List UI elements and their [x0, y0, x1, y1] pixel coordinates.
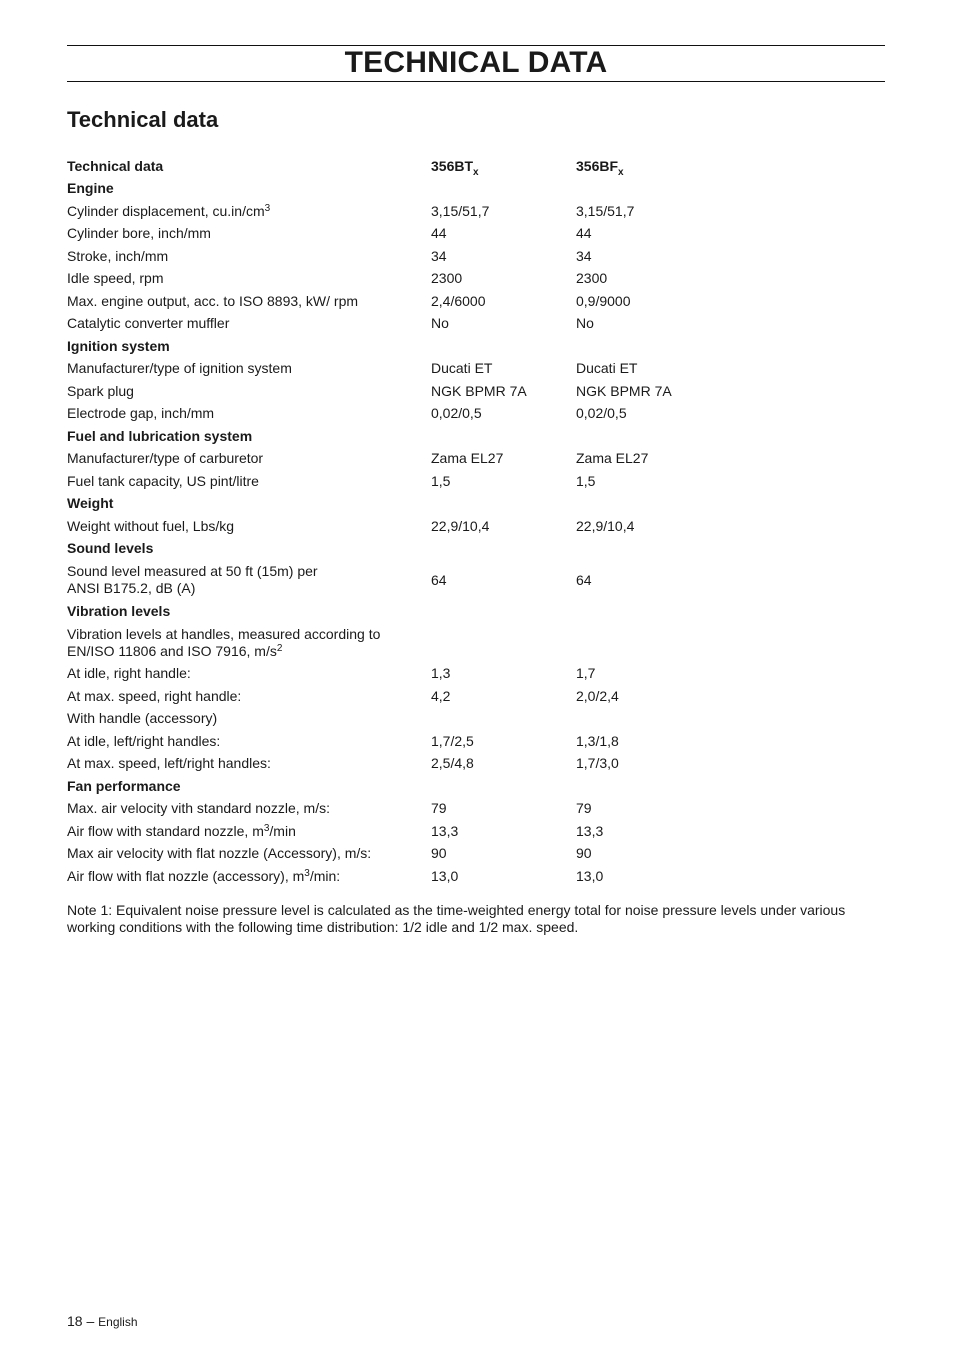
row-label: Max. engine output, acc. to ISO 8893, kW/ rpm — [67, 292, 359, 309]
row-label: Max air velocity with flat nozzle (Accessory), m/s: — [67, 845, 372, 862]
section-header-label: Sound levels — [67, 540, 154, 557]
row-label: Cylinder bore, inch/mm — [67, 225, 211, 242]
row-value-model-1: 22,9/10,4 — [431, 517, 490, 534]
table-row — [67, 820, 767, 843]
header-label: Technical data — [67, 157, 164, 174]
row-value-model-1: 13,3 — [431, 822, 459, 839]
row-label: Manufacturer/type of carburetor — [67, 450, 264, 467]
row-value-model-1: 13,0 — [431, 867, 459, 884]
page-language: English — [98, 1315, 138, 1329]
row-value-model-1: 90 — [431, 845, 447, 862]
table-row — [67, 798, 767, 821]
section-header-row — [67, 775, 767, 798]
table-row — [67, 470, 767, 493]
row-label: At idle, right handle: — [67, 665, 191, 682]
row-value-model-2: 34 — [576, 247, 592, 264]
row-value-model-1: Zama EL27 — [431, 450, 504, 467]
table-row — [67, 313, 767, 336]
row-value-model-1: 2,5/4,8 — [431, 755, 474, 772]
row-value-model-2: 0,02/0,5 — [576, 405, 627, 422]
table-row — [67, 708, 767, 731]
row-value-model-2: 22,9/10,4 — [576, 517, 635, 534]
row-label: Max. air velocity vith standard nozzle, m/s: — [67, 800, 330, 817]
row-label: Catalytic converter muffler — [67, 315, 230, 332]
section-header-row — [67, 538, 767, 561]
row-label: At max. speed, right handle: — [67, 687, 242, 704]
row-value-model-1: 4,2 — [431, 687, 451, 704]
header-model-2: $356BF_x$ — [576, 157, 624, 178]
row-value-model-2: 1,7/3,0 — [576, 755, 619, 772]
row-value-model-1 — [431, 708, 576, 731]
row-value-model-2: 0,9/9000 — [576, 292, 631, 309]
row-label: Sound level measured at 50 ft (15m) per ANSI B175.2, dB (A) — [67, 563, 318, 596]
table-row — [67, 403, 767, 426]
row-label: Spark plug — [67, 382, 134, 399]
table-row — [67, 663, 767, 686]
row-label: At idle, left/right handles: — [67, 732, 221, 749]
row-value-model-2: 13,3 — [576, 822, 604, 839]
row-value-model-1: 1,3 — [431, 665, 451, 682]
row-value-model-2: 79 — [576, 800, 592, 817]
section-header-label: Engine — [67, 180, 114, 197]
row-label: Electrode gap, inch/mm — [67, 405, 215, 422]
section-header-row — [67, 493, 767, 516]
section-header-label: Fan performance — [67, 777, 181, 794]
row-value-model-1: 79 — [431, 800, 447, 817]
section-header-label: Fuel and lubrication system — [67, 427, 253, 444]
row-label: At max. speed, left/right handles: — [67, 755, 271, 772]
row-value-model-2: 3,15/51,7 — [576, 202, 635, 219]
table-row — [67, 448, 767, 471]
row-value-model-1: Ducati ET — [431, 360, 493, 377]
table-row — [67, 560, 767, 600]
section-header-label: Ignition system — [67, 337, 170, 354]
row-value-model-2 — [576, 623, 767, 663]
row-label: Stroke, inch/mm — [67, 247, 169, 264]
note-text: Note 1: Equivalent noise pressure level is calculated as the time-weighted energy total for noise pressure levels under various working conditions with the following time distribution: 1/2 idle and 1/2 max. speed. — [67, 902, 846, 935]
row-value-model-2: 1,7 — [576, 665, 596, 682]
row-value-model-1: 44 — [431, 225, 447, 242]
table-row — [67, 200, 767, 223]
row-value-model-2: Zama EL27 — [576, 450, 649, 467]
row-value-model-2: 13,0 — [576, 867, 604, 884]
row-value-model-2: NGK BPMR 7A — [576, 382, 672, 399]
row-value-model-1: 1,7/2,5 — [431, 732, 474, 749]
row-value-model-2: 1,3/1,8 — [576, 732, 619, 749]
table-row — [67, 730, 767, 753]
header-model-1: $356BT_x$ — [431, 157, 479, 178]
row-value-model-1: 1,5 — [431, 472, 451, 489]
row-value-model-2: 44 — [576, 225, 592, 242]
table-row — [67, 753, 767, 776]
section-header-row — [67, 335, 767, 358]
row-value-model-1: No — [431, 315, 449, 332]
table-header-row — [67, 155, 767, 178]
page-number: 18 – — [67, 1313, 95, 1329]
row-label: Vibration levels at handles, measured according to EN/ISO 11806 and ISO 7916, $m/s^2$ — [67, 625, 381, 659]
row-value-model-1: 0,02/0,5 — [431, 405, 482, 422]
row-value-model-2: 90 — [576, 845, 592, 862]
table-row — [67, 685, 767, 708]
table-row — [67, 623, 767, 663]
row-value-model-2: Ducati ET — [576, 360, 638, 377]
table-row — [67, 515, 767, 538]
row-label: Air flow with flat nozzle (accessory), $m^3/\min$: — [67, 867, 341, 884]
row-value-model-1 — [431, 623, 576, 663]
table-row — [67, 380, 767, 403]
row-value-model-2: 64 — [576, 571, 592, 588]
table-row — [67, 865, 767, 888]
row-label: Air flow with standard nozzle, $m^3/\min$ — [67, 822, 296, 839]
table-row — [67, 268, 767, 291]
row-value-model-1: 2,4/6000 — [431, 292, 486, 309]
section-header-row — [67, 425, 767, 448]
section-header-label: Weight — [67, 495, 114, 512]
row-value-model-1: 3,15/51,7 — [431, 202, 490, 219]
table-row — [67, 223, 767, 246]
row-value-model-2 — [576, 708, 767, 731]
section-title: Technical data — [67, 107, 219, 132]
section-header-row — [67, 178, 767, 201]
row-value-model-1: NGK BPMR 7A — [431, 382, 527, 399]
row-value-model-1: 2300 — [431, 270, 463, 287]
row-label: With handle (accessory) — [67, 710, 218, 727]
row-value-model-1: 64 — [431, 571, 447, 588]
row-label: Weight without fuel, Lbs/kg — [67, 517, 235, 534]
row-value-model-1: 34 — [431, 247, 447, 264]
row-value-model-2: 1,5 — [576, 472, 596, 489]
table-row — [67, 245, 767, 268]
table-row — [67, 358, 767, 381]
page-banner: TECHNICAL DATA — [344, 46, 608, 79]
row-label: Cylinder displacement, $cu.in/cm^3$ — [67, 202, 271, 219]
section-header-label: Vibration levels — [67, 602, 171, 619]
banner-bottom-rule — [67, 81, 885, 82]
table-row — [67, 290, 767, 313]
row-label: Idle speed, rpm — [67, 270, 164, 287]
row-value-model-2: No — [576, 315, 594, 332]
row-label: Manufacturer/type of ignition system — [67, 360, 292, 377]
row-label: Fuel tank capacity, US pint/litre — [67, 472, 259, 489]
spec-table — [67, 155, 767, 888]
section-header-row — [67, 600, 767, 623]
row-value-model-2: 2,0/2,4 — [576, 687, 619, 704]
row-value-model-2: 2300 — [576, 270, 608, 287]
page-footer — [67, 1311, 138, 1332]
table-row — [67, 843, 767, 866]
